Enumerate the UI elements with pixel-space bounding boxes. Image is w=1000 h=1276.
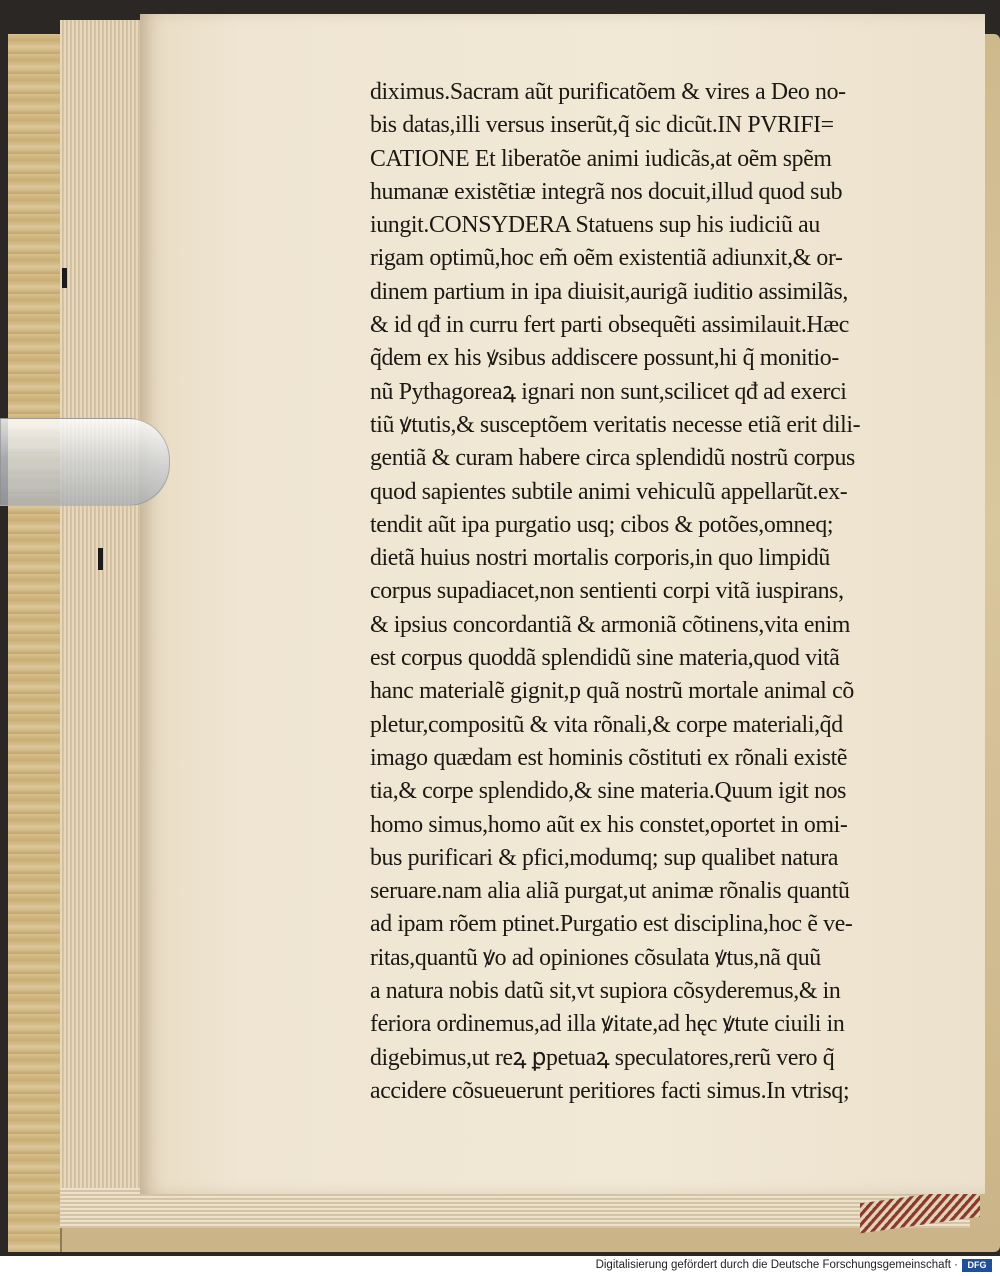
text-line: tia,& corpe splendido,& sine materia.Quum igit nos: [370, 778, 847, 805]
book-spine-edge: [8, 34, 62, 1252]
text-line: iungit.CONSYDERA Statuens sup his iudiciũ au: [370, 212, 820, 239]
text-line: dinem partium in ipa diuisit,aurigã iuditio assimilãs,: [370, 278, 849, 305]
text-line: q̃dem ex his ꝟsibus addiscere possunt,hi q̃ monitio-: [370, 345, 839, 372]
bookmark-tab-bottom: [98, 548, 103, 570]
text-line: humanæ existẽtiæ integrã nos docuit,illud quod sub: [370, 178, 843, 205]
text-line: tendit aũt ipa purgatio usq; cibos & potões,omneq;: [370, 511, 834, 538]
text-line: feriora ordinemus,ad illa ꝟitate,ad hęc ꝟtute ciuili in: [370, 1011, 845, 1038]
text-line: pletur,compositũ & vita rõnali,& corpe materiali,q̃d: [370, 711, 843, 738]
text-line: corpus supadiacet,non sentienti corpi vitã iuspirans,: [370, 578, 844, 605]
text-line: gentiã & curam habere circa splendidũ nostrũ corpus: [370, 445, 855, 472]
dfg-logo: DFG: [962, 1259, 992, 1272]
text-line: CATIONE Et liberatõe animi iudicãs,at oẽm spẽm: [370, 145, 832, 172]
text-line: bis datas,illi versus inserũt,q̃ sic dicũt.IN PVRIFI=: [370, 112, 834, 139]
text-line: ad ipam rõem ptinet.Purgatio est disciplina,hoc ẽ ve-: [370, 911, 853, 938]
text-line: diximus.Sacram aũt purificatõem & vires a Deo no-: [370, 79, 846, 105]
text-line: seruare.nam alia aliã purgat,ut animæ rõnalis quantũ: [370, 878, 850, 905]
footer-credit: Digitalisierung gefördert durch die Deutsche Forschungsgemeinschaft ·: [595, 1259, 958, 1271]
text-line: & id qđ in curru fert parti obsequẽti assimilauit.Hæc: [370, 312, 849, 339]
text-line: accidere cõsueuerunt peritiores facti simus.In vtrisq;: [370, 1077, 850, 1104]
text-line: ritas,quantũ ꝟo ad opiniones cõsulata ꝟtus,nã quũ: [370, 944, 821, 971]
text-line: imago quædam est hominis cõstituti ex rõnali existẽ: [370, 744, 848, 771]
text-line: a natura nobis datũ sit,vt supiora cõsyderemus,& in: [370, 978, 841, 1005]
text-line: hanc materialẽ gignit,p quã nostrũ mortale animal cõ: [370, 678, 854, 705]
page-text-block: [370, 76, 915, 1108]
text-line: homo simus,homo aũt ex his constet,oportet in omi-: [370, 811, 848, 838]
text-line: rigam optimũ,hoc em̃ oẽm existentiã adiunxit,& or-: [370, 245, 843, 272]
text-line: digebimus,ut reꝝ ꝑpetuaꝝ speculatores,rerũ vero q̃: [370, 1044, 835, 1071]
glass-page-clamp: [0, 418, 170, 506]
text-line: & ipsius concordantiã & armoniã cõtinens,vita enim: [370, 611, 851, 638]
text-line: tiũ ꝟtutis,& susceptõem veritatis necesse etiã erit dili-: [370, 411, 861, 438]
text-line: nũ Pythagoreaꝝ ignari non sunt,scilicet qđ ad exerci: [370, 378, 847, 405]
bookmark-tab-top: [62, 268, 67, 288]
text-line: est corpus quoddã splendidũ sine materia,quod vitã: [370, 645, 840, 672]
page-bottom-edges: [60, 1188, 970, 1228]
text-line: quod sapientes subtile animi vehiculũ appellarũt.ex-: [370, 478, 848, 505]
text-line: bus purificari & pfici,modumq; sup qualibet natura: [370, 844, 839, 871]
text-line: dietã huius nostri mortalis corporis,in quo limpidũ: [370, 545, 830, 572]
